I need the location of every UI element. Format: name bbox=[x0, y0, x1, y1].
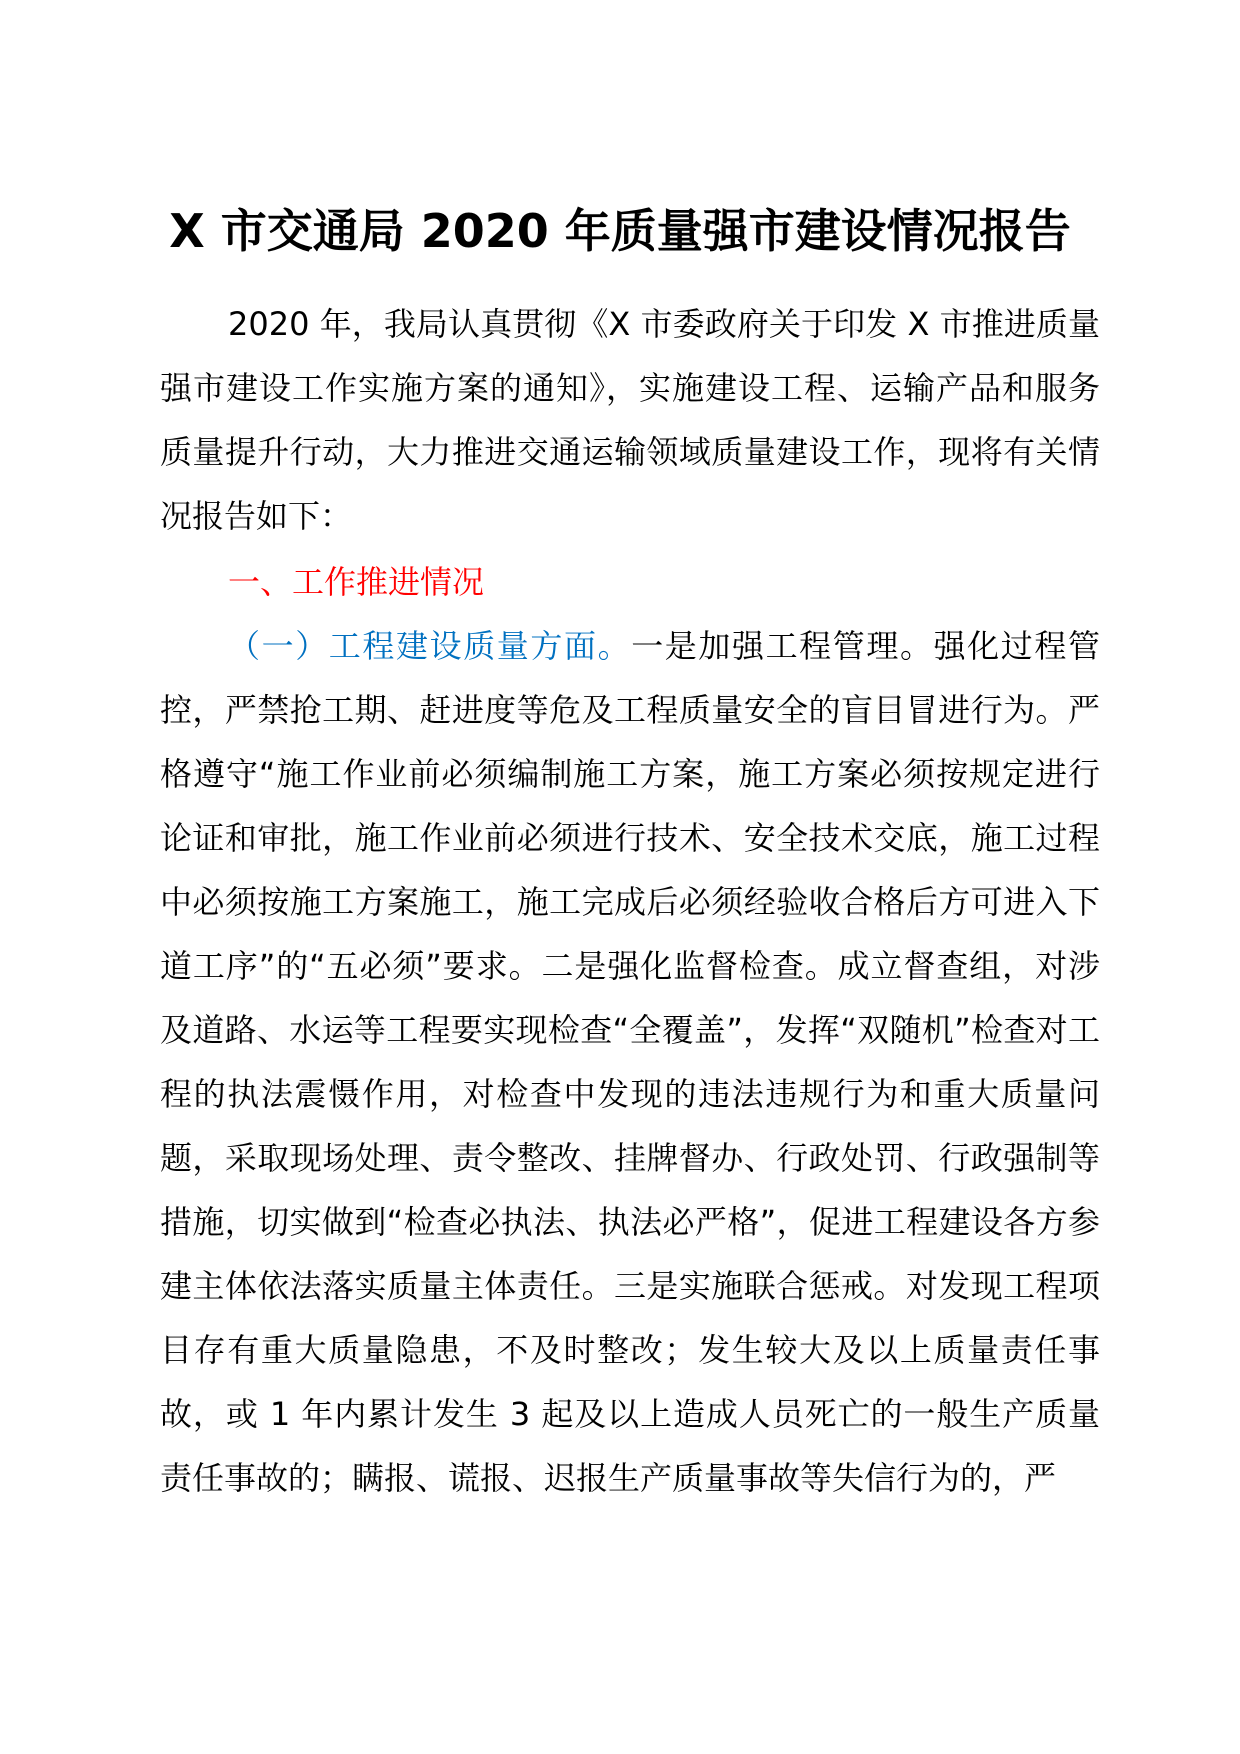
document-title: X 市交通局 2020 年质量强市建设情况报告 bbox=[169, 204, 1071, 258]
subsection-paragraph bbox=[160, 614, 1100, 1510]
intro-paragraph: 2020 年，我局认真贯彻《X 市委政府关于印发 X 市推进质量强市建设工作实施方案的通知》，实施建设工程、运输产品和服务质量提升行动，大力推进交通运输领域质量建设工作，现将有关情况报告如下： bbox=[160, 305, 1100, 535]
section-heading: 一、工作推进情况 bbox=[228, 563, 485, 601]
subsection-body: 一是加强工程管理。强化过程管控，严禁抢工期、赶进度等危及工程质量安全的盲目冒进行为。严格遵守“施工作业前必须编制施工方案，施工方案必须按规定进行论证和审批，施工作业前必须进行技术、安全技术交底，施工过程中必须按施工方案施工，施工完成后必须经验收合格后方可进入下道工序”的“五必须”要求。二是强化监督检查。成立督查组，对涉及道路、水运等工程要实现检查“全覆盖”，发挥“双随机”检查对工程的执法震慑作用，对检查中发现的违法违规行为和重大质量问题，采取现场处理、责令整改、挂牌督办、行政处罚、行政强制等措施，切实做到“检查必执法、执法必严格”，促进工程建设各方参建主体依法落实质量主体责任。三是实施联合惩戒。对发现工程项目存有重大质量隐患，不及时整改；发生较大及以上质量责任事故，或 1 年内累计发生 3 起及以上造成人员死亡的一般生产质量责任事故的；瞒报、谎报、迟报生产质量事故等失信行为的，严 bbox=[160, 627, 1100, 1497]
subsection-heading: （一）工程建设质量方面。 bbox=[228, 627, 632, 665]
